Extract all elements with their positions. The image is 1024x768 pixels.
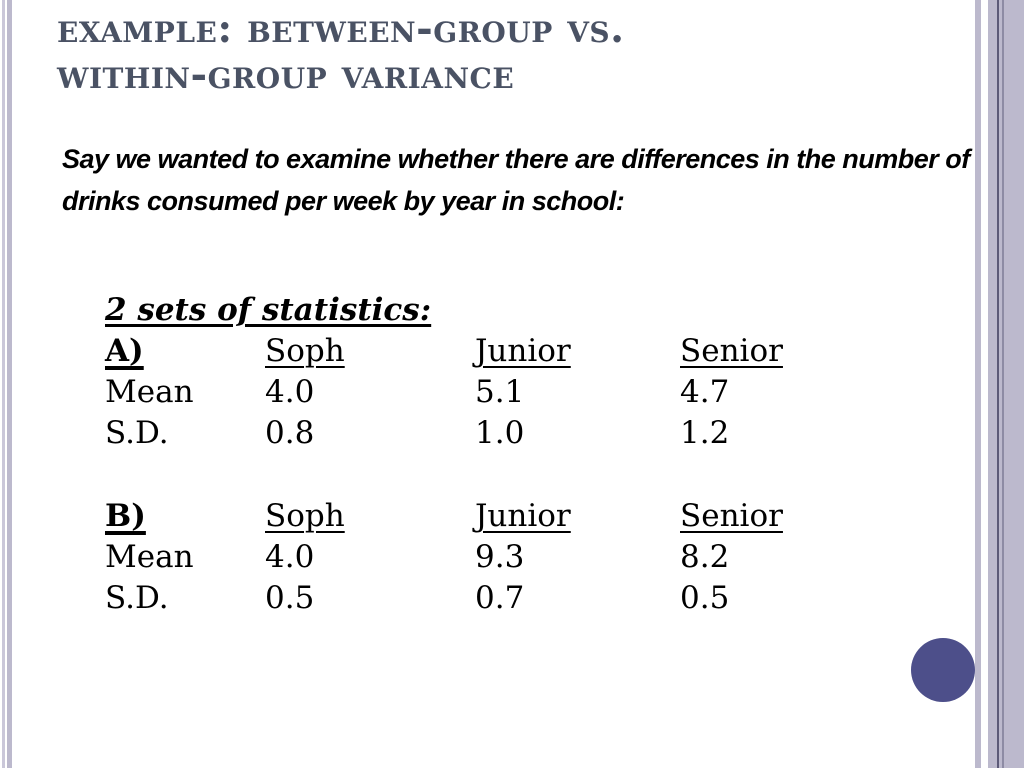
col-header-junior: Junior [475, 333, 571, 369]
cell-value: 0.7 [475, 580, 525, 616]
cell-value: 5.1 [475, 374, 525, 410]
slide-title [57, 6, 757, 98]
row-label-sd: S.D. [105, 415, 169, 451]
slide-title-line1: example: between-group vs. [57, 5, 625, 52]
set-b-label: B) [105, 498, 146, 534]
col-header-soph: Soph [265, 333, 345, 369]
stat-table-a [105, 331, 865, 454]
row-label-mean: Mean [105, 539, 194, 575]
right-border-stripe-thin [975, 0, 981, 768]
slide-title-line2: within-group variance [57, 51, 515, 98]
col-header-soph: Soph [265, 498, 345, 534]
set-a-label: A) [105, 333, 144, 369]
cell-value: 0.5 [680, 580, 730, 616]
right-border-dark-line [997, 0, 999, 768]
right-border-band [988, 0, 1024, 768]
cell-value: 8.2 [680, 539, 730, 575]
decorative-circle [911, 638, 975, 702]
cell-value: 0.5 [265, 580, 315, 616]
row-label-sd: S.D. [105, 580, 169, 616]
cell-value: 4.0 [265, 374, 315, 410]
right-border-mid-line [1002, 0, 1004, 768]
col-header-junior: Junior [475, 498, 571, 534]
cell-value: 4.0 [265, 539, 315, 575]
stats-heading: 2 sets of statistics: [105, 292, 432, 328]
cell-value: 9.3 [475, 539, 525, 575]
statistics-block [105, 290, 865, 619]
left-border-stripe-thin [2, 0, 5, 768]
col-header-senior: Senior [680, 333, 783, 369]
cell-value: 4.7 [680, 374, 730, 410]
cell-value: 0.8 [265, 415, 315, 451]
intro-paragraph: Say we wanted to examine whether there are differences in the number of drinks consumed per week by year in school: [62, 144, 970, 216]
col-header-senior: Senior [680, 498, 783, 534]
stat-table-b [105, 496, 865, 619]
cell-value: 1.0 [475, 415, 525, 451]
cell-value: 1.2 [680, 415, 730, 451]
row-label-mean: Mean [105, 374, 194, 410]
left-border-stripe-thick [7, 0, 12, 768]
